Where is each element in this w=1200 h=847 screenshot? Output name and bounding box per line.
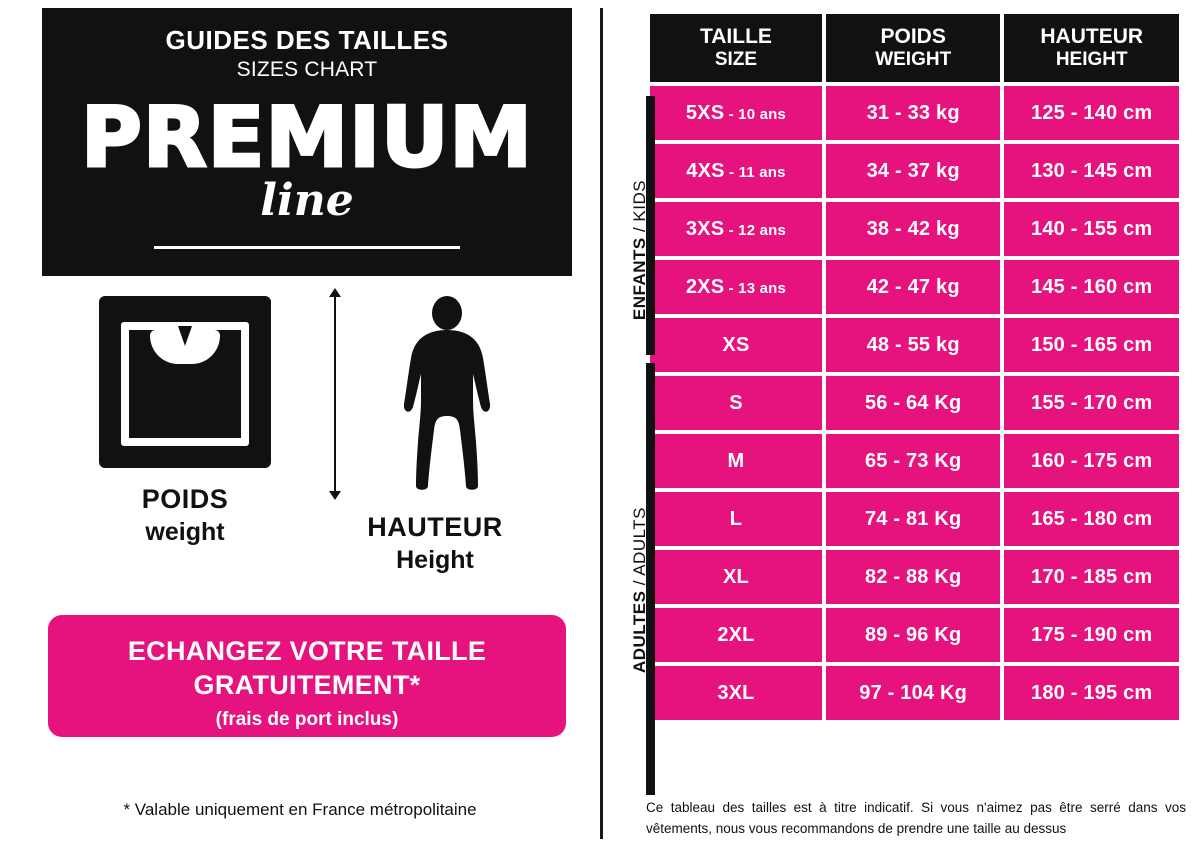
free-exchange-promo-banner <box>48 615 566 737</box>
table-row <box>650 202 1179 256</box>
cell-height: 155 - 170 cm <box>1004 376 1179 430</box>
hero-banner <box>42 8 572 276</box>
hero-subtitle: SIZES CHART <box>236 57 378 81</box>
cell-height: 160 - 175 cm <box>1004 434 1179 488</box>
sizes-table-area <box>630 10 1183 724</box>
cell-height: 165 - 180 cm <box>1004 492 1179 546</box>
cell-size <box>650 318 822 372</box>
table-row <box>650 260 1179 314</box>
size-value: 2XS <box>685 275 725 298</box>
table-row <box>650 376 1179 430</box>
weight-label-en: weight <box>145 518 225 546</box>
header-size-fr: TAILLE <box>699 25 772 48</box>
left-footnote: * Valable uniquement en France métropolitaine <box>123 800 477 819</box>
cell-weight: 65 - 73 Kg <box>826 434 1001 488</box>
brand-logo <box>42 88 572 266</box>
right-footnote: Ce tableau des tailles est à titre indicatif. Si vous n'aimez pas être serré dans vos vêtements, nous vous recommandons de prendre une taille au dessus <box>646 800 1186 836</box>
size-value: S <box>729 391 743 414</box>
right-panel <box>600 0 1200 847</box>
cell-size <box>650 376 822 430</box>
size-value: 5XS <box>685 101 725 124</box>
size-value: 3XS <box>685 217 725 240</box>
promo-line-3: (frais de port inclus) <box>215 708 399 730</box>
height-icon-block <box>310 296 560 575</box>
cell-weight: 74 - 81 Kg <box>826 492 1001 546</box>
cell-size <box>650 434 822 488</box>
cell-height: 180 - 195 cm <box>1004 666 1179 720</box>
height-arrow-icon <box>334 296 336 492</box>
header-height-fr: HAUTEUR <box>1040 25 1144 48</box>
group-label-adults <box>630 490 650 690</box>
weight-label-fr: POIDS <box>141 484 229 514</box>
cell-weight: 97 - 104 Kg <box>826 666 1001 720</box>
table-header-row <box>650 14 1179 82</box>
cell-size <box>650 550 822 604</box>
hero-title: GUIDES DES TAILLES <box>165 25 449 55</box>
measurement-icons-row <box>42 296 572 586</box>
table-row <box>650 86 1179 140</box>
table-row <box>650 318 1179 372</box>
size-age: - 11 ans <box>724 163 786 181</box>
size-value: XS <box>722 333 750 356</box>
size-age: - 13 ans <box>724 279 787 297</box>
size-value: M <box>727 449 745 472</box>
logo-premium-text: PREMIUM <box>81 88 533 186</box>
group-label-adults-rest: / ADULTS <box>630 506 649 591</box>
group-label-adults-bold: ADULTES <box>630 590 649 674</box>
table-row <box>650 144 1179 198</box>
bathroom-scale-icon <box>99 296 271 468</box>
promo-line-2: GRATUITEMENT* <box>193 669 421 700</box>
cell-height: 130 - 145 cm <box>1004 144 1179 198</box>
promo-line-1: ECHANGEZ VOTRE TAILLE <box>127 636 487 666</box>
cell-height: 145 - 160 cm <box>1004 260 1179 314</box>
table-row <box>650 608 1179 662</box>
cell-weight: 38 - 42 kg <box>826 202 1001 256</box>
cell-size <box>650 666 822 720</box>
cell-weight: 82 - 88 Kg <box>826 550 1001 604</box>
table-row <box>650 550 1179 604</box>
cell-size <box>650 144 822 198</box>
group-label-kids-bold: ENFANTS <box>630 237 649 321</box>
size-age: - 12 ans <box>724 221 787 239</box>
cell-weight: 56 - 64 Kg <box>826 376 1001 430</box>
logo-line-text: line <box>260 174 354 226</box>
header-height-en: HEIGHT <box>1055 49 1128 71</box>
cell-size <box>650 202 822 256</box>
size-value: 3XL <box>717 681 755 704</box>
header-weight-en: WEIGHT <box>875 49 952 71</box>
header-weight <box>826 14 1001 82</box>
cell-height: 175 - 190 cm <box>1004 608 1179 662</box>
group-label-kids <box>630 150 650 350</box>
cell-weight: 42 - 47 kg <box>826 260 1001 314</box>
size-value: XL <box>722 565 749 588</box>
size-value: 2XL <box>717 623 755 646</box>
header-weight-fr: POIDS <box>880 25 946 48</box>
weight-icon-block <box>60 296 310 547</box>
cell-size <box>650 608 822 662</box>
sizes-table <box>646 10 1183 724</box>
cell-size <box>650 492 822 546</box>
standing-person-icon <box>310 296 560 496</box>
size-age: - 10 ans <box>724 105 787 123</box>
cell-height: 170 - 185 cm <box>1004 550 1179 604</box>
table-row <box>650 434 1179 488</box>
table-row <box>650 666 1179 720</box>
size-value: 4XS <box>686 159 725 182</box>
header-size <box>650 14 822 82</box>
cell-size <box>650 260 822 314</box>
cell-weight: 48 - 55 kg <box>826 318 1001 372</box>
cell-height: 140 - 155 cm <box>1004 202 1179 256</box>
height-label-fr: HAUTEUR <box>367 512 503 542</box>
group-label-kids-rest: / KIDS <box>630 179 649 238</box>
cell-size <box>650 86 822 140</box>
header-height <box>1004 14 1179 82</box>
cell-weight: 89 - 96 Kg <box>826 608 1001 662</box>
cell-height: 150 - 165 cm <box>1004 318 1179 372</box>
cell-height: 125 - 140 cm <box>1004 86 1179 140</box>
cell-weight: 34 - 37 kg <box>826 144 1001 198</box>
table-row <box>650 492 1179 546</box>
height-label-en: Height <box>396 546 474 574</box>
header-size-en: SIZE <box>714 49 758 71</box>
logo-underline-rule <box>154 246 460 249</box>
size-value: L <box>729 507 743 530</box>
cell-weight: 31 - 33 kg <box>826 86 1001 140</box>
